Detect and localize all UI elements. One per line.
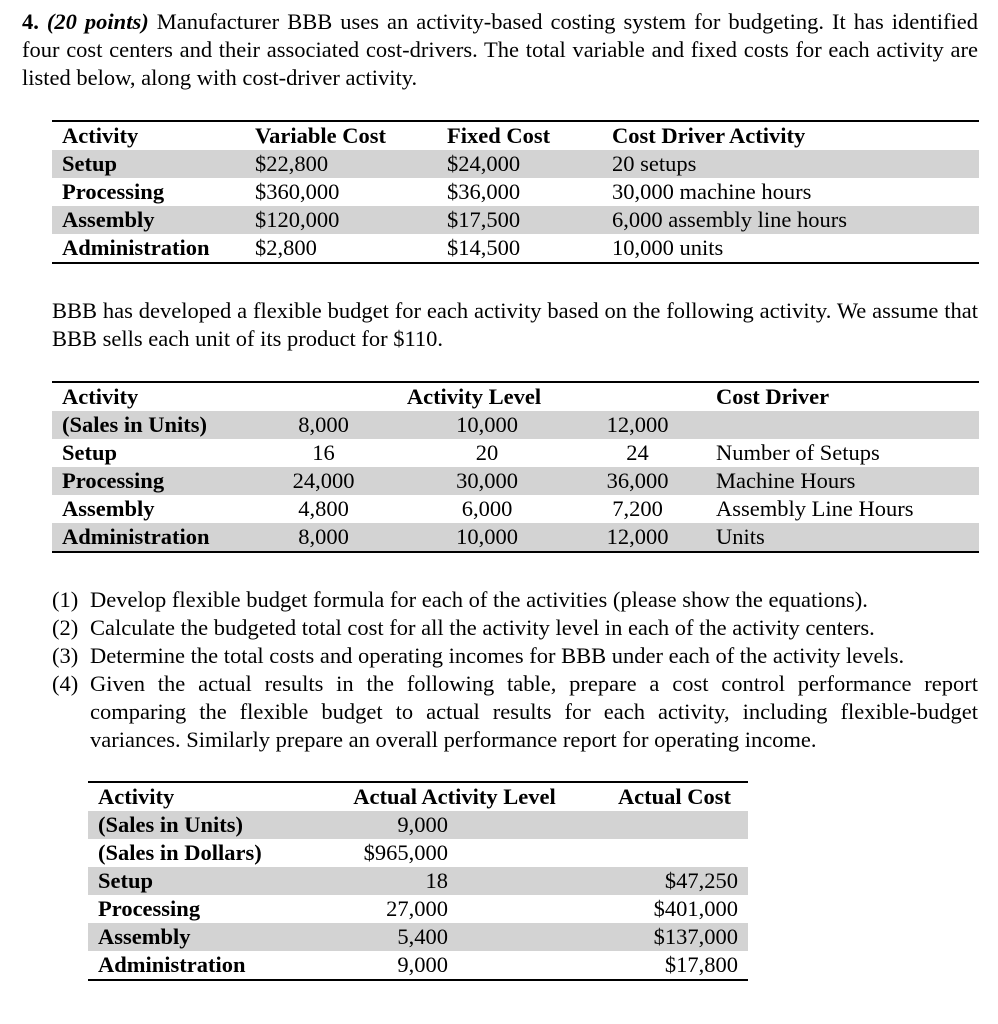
activity-cell: Administration	[52, 523, 242, 552]
activity-cell: (Sales in Dollars)	[98, 840, 262, 865]
level-cell: 16	[312, 440, 335, 465]
table-row	[52, 234, 979, 263]
level-cell: 20	[475, 440, 499, 465]
flexible-budget-paragraph: BBB has developed a flexible budget for each activity based on the following activity. We assume that BBB sells each unit of its product for $110.	[52, 298, 978, 351]
table-row	[88, 811, 748, 839]
level-cell: 12,000	[569, 523, 706, 552]
flexible-budget-table	[52, 381, 979, 553]
column-header: Activity Level	[406, 384, 542, 409]
activity-cell: (Sales in Units)	[52, 411, 242, 439]
activity-cell: Assembly	[52, 206, 245, 234]
variable-cost-cell: $22,800	[245, 150, 437, 178]
list-item	[52, 586, 978, 614]
list-item	[52, 642, 978, 670]
actual-cost-cell	[601, 839, 748, 867]
variable-cost-cell: $360,000	[255, 179, 340, 204]
column-header: Cost Driver Activity	[612, 123, 806, 148]
level-cell: 30,000	[405, 467, 569, 495]
task-number: (1)	[52, 587, 79, 612]
spacer-cell	[458, 839, 601, 867]
problem-intro-text: Manufacturer BBB uses an activity-based costing system for budgeting. It has identified four cost centers and their associated cost-drivers. The total variable and fixed costs for each activity are listed below, along with cost-driver activity.	[22, 9, 978, 90]
cost-driver-cell	[706, 411, 979, 439]
activity-cell: Administration	[62, 235, 210, 260]
column-header: Activity	[62, 384, 139, 409]
activity-cell: Processing	[98, 896, 201, 921]
actual-cost-cell	[601, 811, 748, 839]
table-header-row	[52, 382, 979, 411]
activity-cell: Assembly	[62, 496, 155, 521]
table-row	[52, 439, 979, 467]
table-row	[88, 951, 748, 980]
level-cell: 12,000	[569, 411, 706, 439]
table-row	[88, 839, 748, 867]
level-cell: 8,000	[242, 411, 405, 439]
column-header: Activity	[62, 123, 139, 148]
activity-cell: Processing	[62, 179, 165, 204]
table-header-row	[52, 121, 979, 150]
activity-cell: Processing	[52, 467, 242, 495]
variable-cost-cell: $2,800	[255, 235, 317, 260]
variable-cost-cell: $120,000	[245, 206, 437, 234]
level-cell: 4,800	[298, 496, 349, 521]
table-row	[52, 206, 979, 234]
spacer-cell	[458, 951, 601, 980]
table-row	[52, 467, 979, 495]
actual-level-cell: 9,000	[308, 811, 458, 839]
problem-number: 4.	[22, 9, 39, 34]
actual-level-cell: 27,000	[386, 896, 448, 921]
level-cell: 6,000	[461, 496, 513, 521]
fixed-cost-cell: $14,500	[447, 235, 521, 260]
task-text: Develop flexible budget formula for each of the activities (please show the equations).	[90, 587, 868, 612]
cost-driver-cell: Number of Setups	[716, 440, 880, 465]
spacer-cell	[458, 895, 601, 923]
level-cell: 36,000	[569, 467, 706, 495]
column-header: Cost Driver	[716, 384, 830, 409]
cost-driver-cell: Assembly Line Hours	[716, 496, 914, 521]
actual-level-cell: 5,400	[308, 923, 458, 951]
spacer-cell	[458, 923, 601, 951]
list-item	[52, 670, 978, 754]
level-cell: 24,000	[242, 467, 405, 495]
task-number: (4)	[52, 671, 79, 696]
cost-centers-table	[52, 120, 979, 264]
table-row	[52, 411, 979, 439]
task-text: Determine the total costs and operating incomes for BBB under each of the activity levels.	[90, 643, 905, 668]
activity-cell: Setup	[62, 440, 118, 465]
actual-level-cell: 9,000	[397, 952, 448, 977]
activity-cell: Assembly	[88, 923, 308, 951]
actual-cost-cell: $47,250	[601, 867, 748, 895]
level-cell: 24	[626, 440, 649, 465]
actual-level-cell: 18	[308, 867, 458, 895]
problem-points: (20 points)	[46, 9, 149, 34]
activity-cell: (Sales in Units)	[88, 811, 308, 839]
driver-activity-cell: 20 setups	[602, 150, 979, 178]
driver-activity-cell: 30,000 machine hours	[612, 179, 812, 204]
task-number: (3)	[52, 643, 79, 668]
fixed-cost-cell: $17,500	[437, 206, 602, 234]
actual-cost-cell: $17,800	[664, 952, 738, 977]
fixed-cost-cell: $24,000	[437, 150, 602, 178]
list-item	[52, 614, 978, 642]
cost-driver-cell: Machine Hours	[706, 467, 979, 495]
table-row	[88, 895, 748, 923]
actual-cost-cell: $137,000	[601, 923, 748, 951]
column-header: Variable Cost	[255, 123, 387, 148]
table-row	[52, 495, 979, 523]
task-text: Calculate the budgeted total cost for all the activity level in each of the activity centers.	[90, 615, 875, 640]
activity-cell: Setup	[88, 867, 308, 895]
column-header: Fixed Cost	[447, 123, 551, 148]
table-row	[52, 178, 979, 206]
table-header-row	[88, 782, 748, 811]
driver-activity-cell: 6,000 assembly line hours	[602, 206, 979, 234]
actual-cost-cell: $401,000	[653, 896, 738, 921]
driver-activity-cell: 10,000 units	[612, 235, 724, 260]
spacer-cell	[458, 867, 601, 895]
task-number: (2)	[52, 615, 79, 640]
level-cell: 7,200	[612, 496, 663, 521]
fixed-cost-cell: $36,000	[447, 179, 521, 204]
column-header: Activity	[98, 784, 175, 809]
table-row	[52, 523, 979, 552]
actual-level-cell: $965,000	[363, 840, 448, 865]
level-cell: 10,000	[405, 411, 569, 439]
table-row	[88, 867, 748, 895]
column-header: Actual Cost	[617, 784, 732, 809]
table-row	[52, 150, 979, 178]
spacer-cell	[458, 811, 601, 839]
task-list	[52, 586, 978, 754]
level-cell: 10,000	[405, 523, 569, 552]
table-row	[88, 923, 748, 951]
problem-intro	[22, 8, 978, 92]
activity-cell: Administration	[98, 952, 246, 977]
column-header: Actual Activity Level	[353, 784, 556, 809]
task-text: Given the actual results in the following table, prepare a cost control performance report comparing the flexible budget to actual results for each activity, including flexible-budget variances. Similarly prepare an overall performance report for operating income.	[90, 671, 978, 752]
cost-driver-cell: Units	[706, 523, 979, 552]
actual-results-table	[88, 781, 748, 981]
activity-cell: Setup	[52, 150, 245, 178]
level-cell: 8,000	[242, 523, 405, 552]
